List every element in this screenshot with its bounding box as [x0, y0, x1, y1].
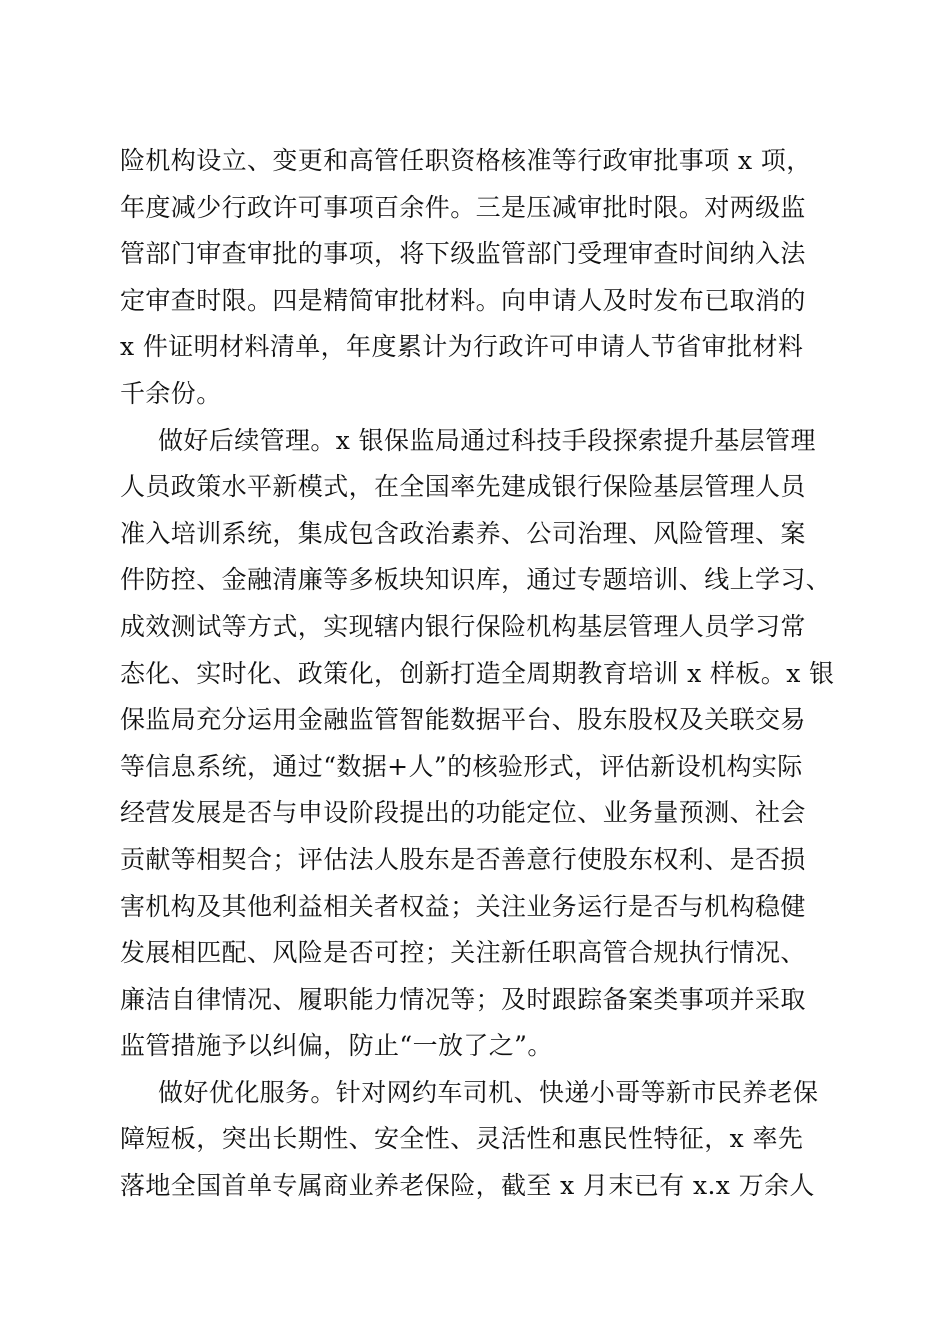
text-line: 发展相匹配、风险是否可控；关注新任职高管合规执行情况、 [120, 938, 806, 968]
text-line: 做好优化服务。针对网约车司机、快递小哥等新市民养老保 [158, 1077, 819, 1107]
text-line: 经营发展是否与申设阶段提出的功能定位、业务量预测、社会 [120, 798, 806, 828]
body-text [120, 138, 840, 1210]
text-line: x 件证明材料清单，年度累计为行政许可申请人节省审批材料 [120, 332, 804, 362]
text-line: 管部门审查审批的事项，将下级监管部门受理审查时间纳入法 [120, 239, 806, 269]
paragraph-3 [120, 1070, 840, 1210]
text-line: 保监局充分运用金融监管智能数据平台、股东股权及关联交易 [120, 705, 806, 735]
text-line: 监管措施予以纠偏，防止“一放了之”。 [120, 1031, 553, 1061]
text-line: 害机构及其他利益相关者权益；关注业务运行是否与机构稳健 [120, 891, 806, 921]
text-line: 落地全国首单专属商业养老保险，截至 x 月末已有 x.x 万余人 [120, 1171, 815, 1201]
paragraph-2 [120, 418, 840, 1070]
text-line: 态化、实时化、政策化，创新打造全周期教育培训 x 样板。x 银 [120, 658, 835, 688]
text-line: 险机构设立、变更和高管任职资格核准等行政审批事项 x 项， [120, 146, 812, 175]
text-line: 做好后续管理。x 银保监局通过科技手段探索提升基层管理 [158, 425, 816, 455]
text-line: 人员政策水平新模式，在全国率先建成银行保险基层管理人员 [120, 472, 806, 502]
text-line: 定审查时限。四是精简审批材料。向申请人及时发布已取消的 [120, 285, 806, 315]
text-line: 准入培训系统，集成包含政治素养、公司治理、风险管理、案 [120, 518, 806, 548]
paragraph-1 [120, 138, 840, 418]
text-line: 年度减少行政许可事项百余件。三是压减审批时限。对两级监 [120, 192, 806, 222]
text-line: 等信息系统，通过“数据+人”的核验形式，评估新设机构实际 [120, 751, 803, 781]
text-line: 贡献等相契合；评估法人股东是否善意行使股东权利、是否损 [120, 844, 806, 874]
text-line: 千余份。 [120, 378, 222, 408]
text-line: 障短板，突出长期性、安全性、灵活性和惠民性特征，x 率先 [120, 1124, 804, 1154]
text-line: 廉洁自律情况、履职能力情况等；及时跟踪备案类事项并采取 [120, 984, 806, 1014]
text-line: 件防控、金融清廉等多板块知识库，通过专题培训、线上学习、 [120, 565, 832, 595]
text-line: 成效测试等方式，实现辖内银行保险机构基层管理人员学习常 [120, 611, 806, 641]
